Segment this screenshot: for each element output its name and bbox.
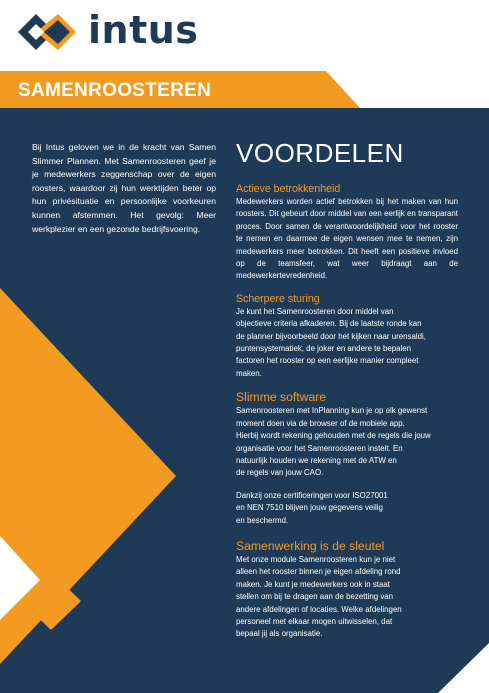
section-body-sturing: Je kunt het Samenroosteren door middel van objectieve criteria afkaderen. Bij de laatste ronde kan de planner bijvoorbeeld door het kijken naar urensaldi, puntensystematiek, de joker en andere te bepalen factoren het rooster op een eerlijke manier compleet maken. xyxy=(236,306,426,378)
section-title-sturing: Scherpere sturing xyxy=(236,292,320,305)
section-title-betrokkenheid: Actieve betrokkenheid xyxy=(236,183,341,195)
intro-text: Bij Intus geloven we in de kracht van Samen Slimmer Plannen. Met Samenroosteren geef je je medewerkers zeggenschap over de eigen roosters, waardoor zij hun werktijden beter op hun privésituatie en persoonlijke voorkeuren kunnen afstemmen. Het gevolg: Meer werkplezier en een gezonde bedrijfsvoering. xyxy=(32,142,216,234)
section-body-samenwerking: Met onze module Samenroosteren kun je niet alleen het rooster binnen je eigen afdeling rond maken. Je kunt je medewerkers ook in staat stellen om bij te dragen aan de bezetting van andere afdelingen of locaties. Welke afdelingen personeel met elkaar mogen uitwisselen, dat bepaal jij als organisatie. xyxy=(236,554,402,639)
intus-logo-icon xyxy=(14,10,80,58)
brand-name: intus xyxy=(88,8,199,52)
page-title: SAMENROOSTEREN xyxy=(18,80,212,101)
section-extra-software: Dankzij onze certificeringen voor ISO27001 en NEN 7510 blijven jouw gegevens veilig en beschermd. xyxy=(236,490,388,525)
section-title-software: Slimme software xyxy=(236,390,327,405)
section-body-software: Samenroosteren met InPlanning kun je op elk gewenst moment doen via de browser of de mobiele app. Hierbij wordt rekening gehouden met de regels die jouw organisatie voor het Samenroosteren instelt. En natuurlijk houden we rekening met de ATW en de regels van jouw CAO. xyxy=(236,406,431,478)
benefits-column xyxy=(236,138,458,651)
benefits-heading: VOORDELEN xyxy=(236,138,404,168)
section-title-samenwerking: Samenwerking is de sleutel xyxy=(236,538,385,553)
orange-triangle xyxy=(0,288,176,664)
section-body-betrokkenheid: Medewerkers worden actief betrokken bij het maken van hun roosters. Dit gebeurt door middel van een eerlijk en transparant proces. Door samen de verantwoordelijkheid voor het rooster te nemen en daarmee de eigen wensen mee te nemen, zijn medewerkers meer betrokken. Dit heeft een positieve invloed op de teamsfeer, wat weer bijdraagt aan de medewerkertevredenheid. xyxy=(236,197,458,281)
